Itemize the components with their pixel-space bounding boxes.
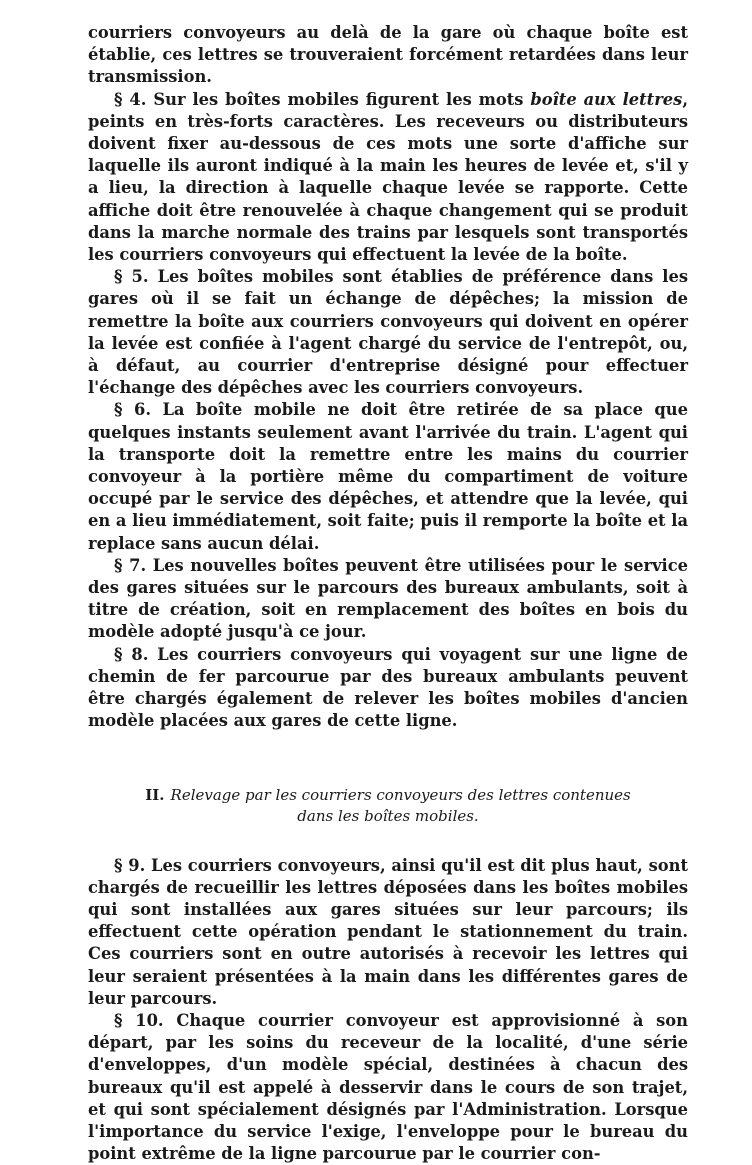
paragraph-section-9: § 9. Les courriers convoyeurs, ainsi qu'il est dit plus haut, sont chargés de recueillir les lettres déposées dans les boîtes mobiles qui sont installées aux gares situées sur leur parcours; ils effectuent cette opération pendant le stationnement du train. Ces courriers sont en outre autorisés à recevoir les lettres qui leur seraient présentées à la main dans les différentes gares de leur parcours. — [88, 855, 688, 1008]
section-4-italic-term: boîte aux lettres — [530, 89, 683, 109]
section-heading-title-line1: Relevage par les courriers convoyeurs des lettres contenues — [170, 785, 631, 804]
paragraph-continuation: courriers convoyeurs au delà de la gare où chaque boîte est établie, ces lettres se trouveraient forcément retardées dans leur transmission. — [88, 23, 688, 87]
section-heading-title-line2: dans les boîtes mobiles. — [297, 806, 479, 825]
section-heading — [88, 785, 688, 827]
paragraph-section-7: § 7. Les nouvelles boîtes peuvent être utilisées pour le service des gares situées sur le parcours des bureaux ambulants, soit à titre de création, soit en remplacement des boîtes en bois du modèle adopté jusqu'à ce jour. — [88, 555, 688, 642]
document-page — [88, 22, 688, 1165]
paragraph-section-4 — [88, 89, 688, 267]
section-4-rest: , peints en très-forts caractères. Les receveurs ou distributeurs doivent fixer au-dessous de ces mots une sorte d'affiche sur laquelle ils auront indiqué à la main les heures de levée et, s'il y a lieu, la direction à laquelle chaque levée se rapporte. Cette affiche doit être renouvelée à chaque changement qui se produit dans la marche normale des trains par lesquels sont transportés les courriers convoyeurs qui effectuent la levée de la boîte. — [88, 89, 688, 265]
paragraph-section-8: § 8. Les courriers convoyeurs qui voyagent sur une ligne de chemin de fer parcourue par des bureaux ambulants peuvent être chargés également de relever les boîtes mobiles d'ancien modèle placées aux gares de cette ligne. — [88, 644, 688, 731]
section-4-lead: § 4. Sur les boîtes mobiles figurent les mots — [114, 89, 531, 109]
paragraph-section-10: § 10. Chaque courrier convoyeur est approvisionné à son départ, par les soins du receveur de la localité, d'une série d'enveloppes, d'un modèle spécial, destinées à chacun des bureaux qu'il est appelé à desservir dans le cours de son trajet, et qui sont spécialement désignés par l'Administration. Lorsque l'importance du service l'exige, l'enveloppe pour le bureau du point extrême de la ligne parcourue par le courrier con- — [88, 1010, 688, 1164]
paragraph-section-6: § 6. La boîte mobile ne doit être retirée de sa place que quelques instants seulement avant l'arrivée du train. L'agent qui la transporte doit la remettre entre les mains du courrier convoyeur à la portière même du compartiment de voiture occupé par le service des dépêches, et attendre que la levée, qui en a lieu immédiatement, soit faite; puis il remporte la boîte et la replace sans aucun délai. — [88, 400, 688, 553]
paragraph-section-5: § 5. Les boîtes mobiles sont établies de préférence dans les gares où il se fait un échange de dépêches; la mission de remettre la boîte aux courriers convoyeurs qui doivent en opérer la levée est confiée à l'agent chargé du service de l'entrepôt, ou, à défaut, au courrier d'entreprise désigné pour effectuer l'échange des dépêches avec les courriers convoyeurs. — [88, 267, 688, 398]
section-heading-number: II. — [145, 785, 165, 804]
